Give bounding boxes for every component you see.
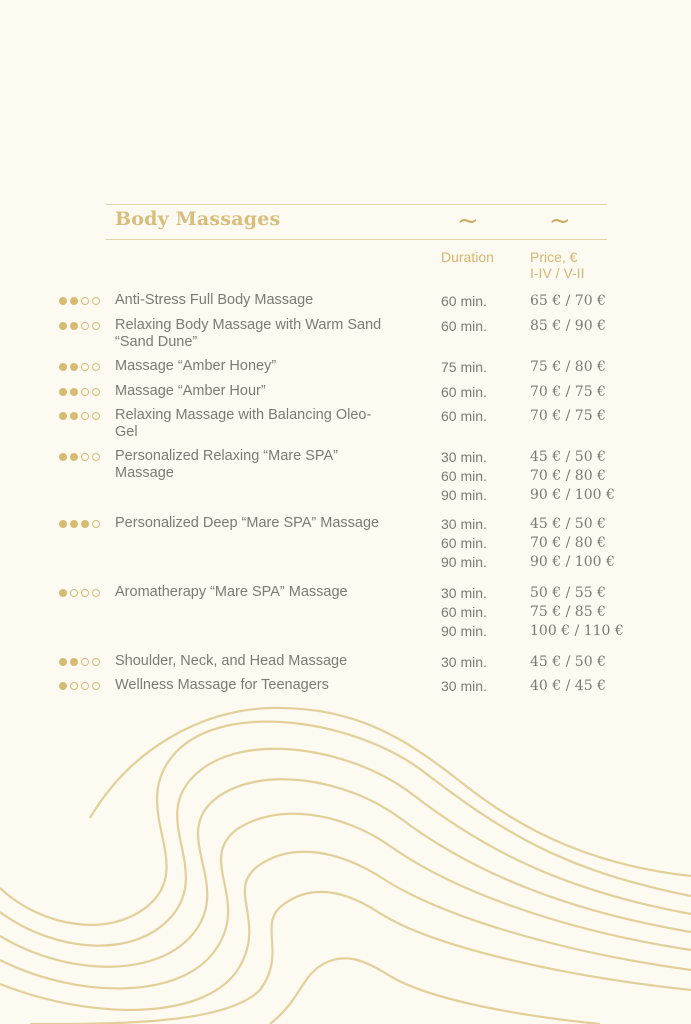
intensity-dot-filled [59,363,67,371]
service-prices [530,653,606,672]
intensity-rating [59,412,100,421]
service-prices [530,448,615,504]
intensity-dot-empty [81,322,89,330]
intensity-dot-empty [81,388,89,396]
intensity-rating [59,658,100,667]
intensity-rating [59,363,100,372]
section-title: Body Massages [115,208,281,230]
intensity-dot-empty [92,453,100,461]
intensity-rating [59,589,100,598]
duration-value: 30 min. [441,449,487,465]
intensity-rating [59,520,100,529]
price-value: 75 € / 80 € [530,359,606,375]
duration-tilde-ornament: ~ [457,206,479,236]
header-bottom-rule [106,239,607,240]
wave-line [0,749,691,946]
decorative-wave-lines [0,690,691,1024]
intensity-dot-empty [81,412,89,420]
service-durations [441,653,487,672]
service-durations [441,292,487,311]
price-value: 40 € / 45 € [530,678,606,694]
intensity-dot-filled [70,412,78,420]
intensity-dot-filled [70,658,78,666]
intensity-dot-empty [92,682,100,690]
intensity-rating [59,453,100,462]
intensity-dot-filled [59,589,67,597]
service-prices [530,584,624,640]
intensity-dot-empty [81,589,89,597]
duration-value: 30 min. [441,585,487,601]
service-name: Relaxing Body Massage with Warm Sand “Sand Dune” [115,317,382,350]
intensity-dot-filled [59,297,67,305]
intensity-dot-empty [92,363,100,371]
wave-line [0,852,691,1010]
intensity-dot-empty [92,589,100,597]
intensity-dot-empty [92,520,100,528]
price-value: 45 € / 50 € [530,516,606,532]
duration-value: 90 min. [441,622,487,639]
duration-value: 60 min. [441,293,487,309]
price-value: 70 € / 80 € [530,534,606,551]
service-durations [441,515,487,571]
service-name: Massage “Amber Hour” [115,383,266,399]
intensity-dot-empty [81,453,89,461]
intensity-dot-filled [70,388,78,396]
duration-value: 30 min. [441,654,487,670]
service-name: Shoulder, Neck, and Head Massage [115,653,348,669]
duration-value: 60 min. [441,318,487,334]
price-tilde-ornament: ~ [549,206,571,236]
intensity-dot-filled [70,322,78,330]
wave-line [0,814,691,989]
duration-value: 75 min. [441,359,487,375]
service-prices [530,407,606,426]
intensity-dot-filled [59,322,67,330]
intensity-rating [59,388,100,397]
intensity-rating [59,322,100,331]
price-value: 75 € / 85 € [530,603,606,620]
intensity-dot-filled [81,520,89,528]
intensity-dot-empty [92,297,100,305]
intensity-dot-empty [92,322,100,330]
service-prices [530,358,606,377]
service-name: Relaxing Massage with Balancing Oleo-Gel [115,407,372,440]
duration-column-header: Duration [441,249,494,265]
service-prices [530,515,615,571]
intensity-dot-filled [59,453,67,461]
price-value: 45 € / 50 € [530,654,606,670]
service-prices [530,292,606,311]
intensity-dot-empty [70,589,78,597]
intensity-dot-filled [59,682,67,690]
service-durations [441,407,487,426]
duration-value: 60 min. [441,603,487,620]
price-value: 65 € / 70 € [530,293,606,309]
duration-value: 60 min. [441,384,487,400]
intensity-dot-filled [59,388,67,396]
service-name: Personalized Deep “Mare SPA” Massage [115,515,380,531]
price-value: 100 € / 110 € [530,622,624,639]
intensity-dot-empty [81,363,89,371]
duration-value: 30 min. [441,678,487,694]
service-prices [530,383,606,402]
intensity-dot-filled [70,453,78,461]
price-season-label: I-IV / V-II [530,265,585,281]
service-name: Anti-Stress Full Body Massage [115,292,314,308]
intensity-dot-filled [59,658,67,666]
intensity-dot-empty [81,682,89,690]
intensity-dot-filled [59,412,67,420]
intensity-rating [59,297,100,306]
wave-line [0,779,691,966]
service-durations [441,448,487,504]
price-header-label: Price, € [530,249,578,265]
duration-value: 90 min. [441,486,487,503]
service-durations [441,584,487,640]
price-value: 70 € / 75 € [530,384,606,400]
service-name: Aromatherapy “Mare SPA” Massage [115,584,348,600]
header-top-rule [106,204,607,205]
intensity-dot-empty [92,658,100,666]
intensity-dot-filled [70,520,78,528]
intensity-dot-filled [70,297,78,305]
duration-value: 60 min. [441,408,487,424]
price-value: 70 € / 80 € [530,467,606,484]
service-durations [441,383,487,402]
service-durations [441,358,487,377]
price-value: 45 € / 50 € [530,449,606,465]
intensity-dot-empty [92,412,100,420]
price-column-header [530,249,584,281]
price-value: 70 € / 75 € [530,408,606,424]
duration-value: 60 min. [441,467,487,484]
duration-value: 30 min. [441,516,487,532]
intensity-dot-filled [59,520,67,528]
service-name: Personalized Relaxing “Mare SPA” Massage [115,448,338,481]
price-value: 90 € / 100 € [530,553,615,570]
wave-line [90,708,691,876]
intensity-dot-empty [70,682,78,690]
duration-value: 90 min. [441,553,487,570]
intensity-dot-empty [92,388,100,396]
price-value: 90 € / 100 € [530,486,615,503]
intensity-dot-filled [70,363,78,371]
service-prices [530,317,606,336]
intensity-dot-empty [81,658,89,666]
duration-value: 60 min. [441,534,487,551]
intensity-dot-empty [81,297,89,305]
price-value: 50 € / 55 € [530,585,606,601]
service-name: Wellness Massage for Teenagers [115,677,329,693]
service-durations [441,317,487,336]
price-value: 85 € / 90 € [530,318,606,334]
wave-line [30,892,691,1024]
service-name: Massage “Amber Honey” [115,358,277,374]
